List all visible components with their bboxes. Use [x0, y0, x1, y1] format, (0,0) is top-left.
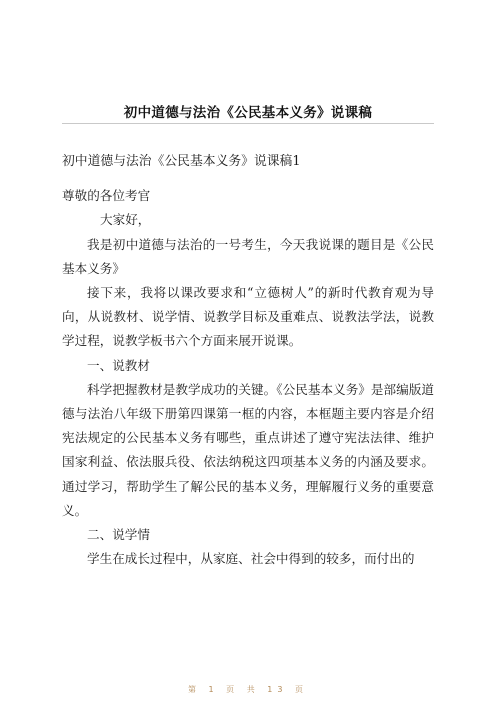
page-footer: 第 1 页 共 13 页	[188, 685, 308, 694]
title-divider	[62, 123, 434, 124]
section-heading-students: 二、说学情	[87, 527, 150, 543]
greeting: 大家好，	[100, 212, 151, 228]
document-body	[62, 150, 434, 571]
document-subtitle: 初中道德与法治《公民基本义务》说课稿1	[62, 154, 301, 169]
outline-paragraph: 接下来，我将以课改要求和“立德树人”的新时代教育观为导向，从说教材、说学情、说教学目标及重难点、说教法学法，说教学过程，说教学板书六个方面来展开说课。	[62, 285, 434, 349]
textbook-paragraph: 科学把握教材是教学成功的关键。《公民基本义务》是部编版道德与法治八年级下册第四课第一框的内容，本框题主要内容是介绍宪法规定的公民基本义务有哪些，重点讲述了遵守宪法法律、维护国家利益、依法服兵役、依法纳税这四项基本义务的内涵及要求。通过学习，帮助学生了解公民的基本义务，理解履行义务的重要意义。	[62, 381, 434, 518]
document-title: 初中道德与法治《公民基本义务》说课稿	[123, 105, 373, 121]
salutation: 尊敬的各位考官	[62, 188, 151, 204]
intro-paragraph: 我是初中道德与法治的一号考生，今天我说课的题目是《公民基本义务》	[62, 236, 434, 276]
section-heading-textbook: 一、说教材	[87, 357, 150, 373]
students-paragraph: 学生在成长过程中，从家庭、社会中得到的较多，而付出的	[87, 551, 415, 567]
